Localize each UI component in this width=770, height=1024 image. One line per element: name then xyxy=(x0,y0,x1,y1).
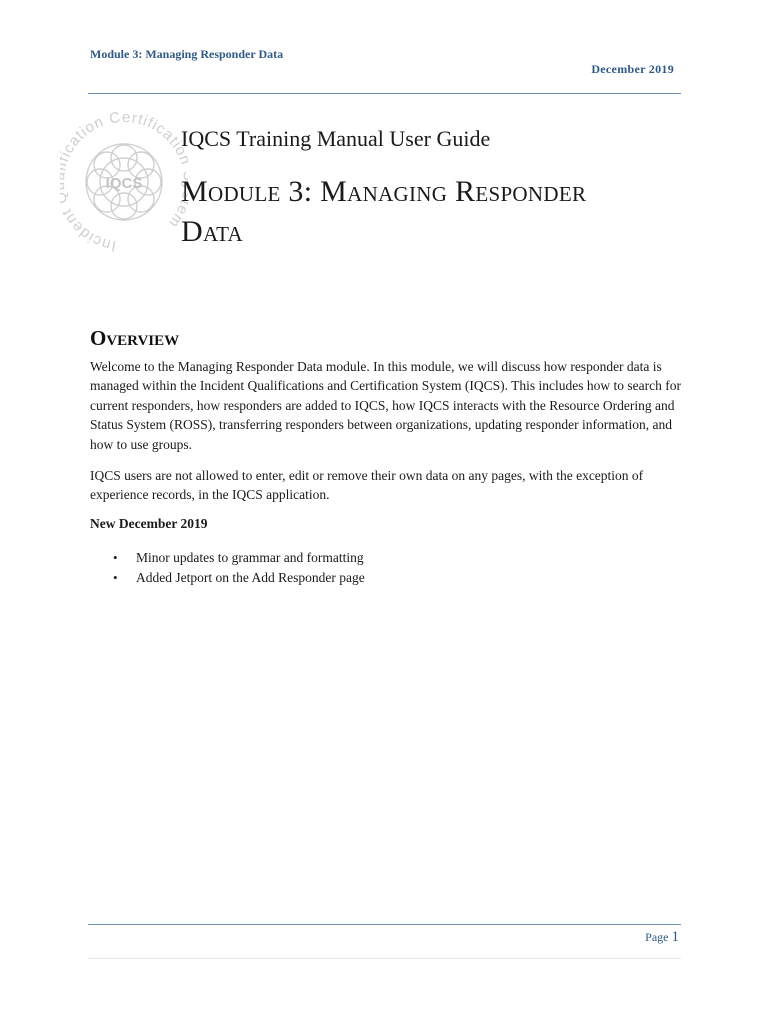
bullet-icon: • xyxy=(113,550,118,565)
list-item-text: Minor updates to grammar and formatting xyxy=(136,550,364,565)
overview-paragraph-2: IQCS users are not allowed to enter, edit or remove their own data on any pages, with the exception of experience records, in the IQCS application. xyxy=(90,468,644,503)
page-label: Page xyxy=(645,930,669,944)
footer-divider xyxy=(88,924,681,925)
list-item-text: Added Jetport on the Add Responder page xyxy=(136,570,365,585)
bullet-icon: • xyxy=(113,570,118,585)
list-item xyxy=(90,548,650,568)
page-number-value: 1 xyxy=(671,929,679,945)
changes-heading: New December 2019 xyxy=(90,516,208,531)
running-header-date: December 2019 xyxy=(591,62,674,76)
changes-list xyxy=(90,548,650,588)
header-divider xyxy=(88,93,681,94)
footer-bottom-divider xyxy=(88,958,681,959)
manual-subtitle: IQCS Training Manual User Guide xyxy=(181,126,491,151)
logo-ring-text: Inciden cation Certificati m xyxy=(60,112,187,252)
overview-paragraph-1: Welcome to the Managing Responder Data module. In this module, we will discuss how responder data is managed within the Incident Qualifications and Certification System (IQCS). This includes how to search for current responders, how responders are added to IQCS, how IQCS interacts with the Resource Ordering and Status System (ROSS), transferring responders between organizations, updating responder information, and how to use groups. xyxy=(90,359,681,452)
list-item xyxy=(90,568,650,588)
page-number xyxy=(645,929,679,946)
logo-center-text: IQCS xyxy=(105,175,143,192)
page-title xyxy=(181,172,661,252)
page-title-line-2: Data xyxy=(181,215,244,248)
running-header-left: Module 3: Managing Responder Data xyxy=(90,47,284,61)
page-title-line-1: Module 3: Managing Responder xyxy=(181,175,587,208)
iqcs-seal-logo-icon xyxy=(60,112,188,252)
overview-heading: Overview xyxy=(90,326,180,350)
